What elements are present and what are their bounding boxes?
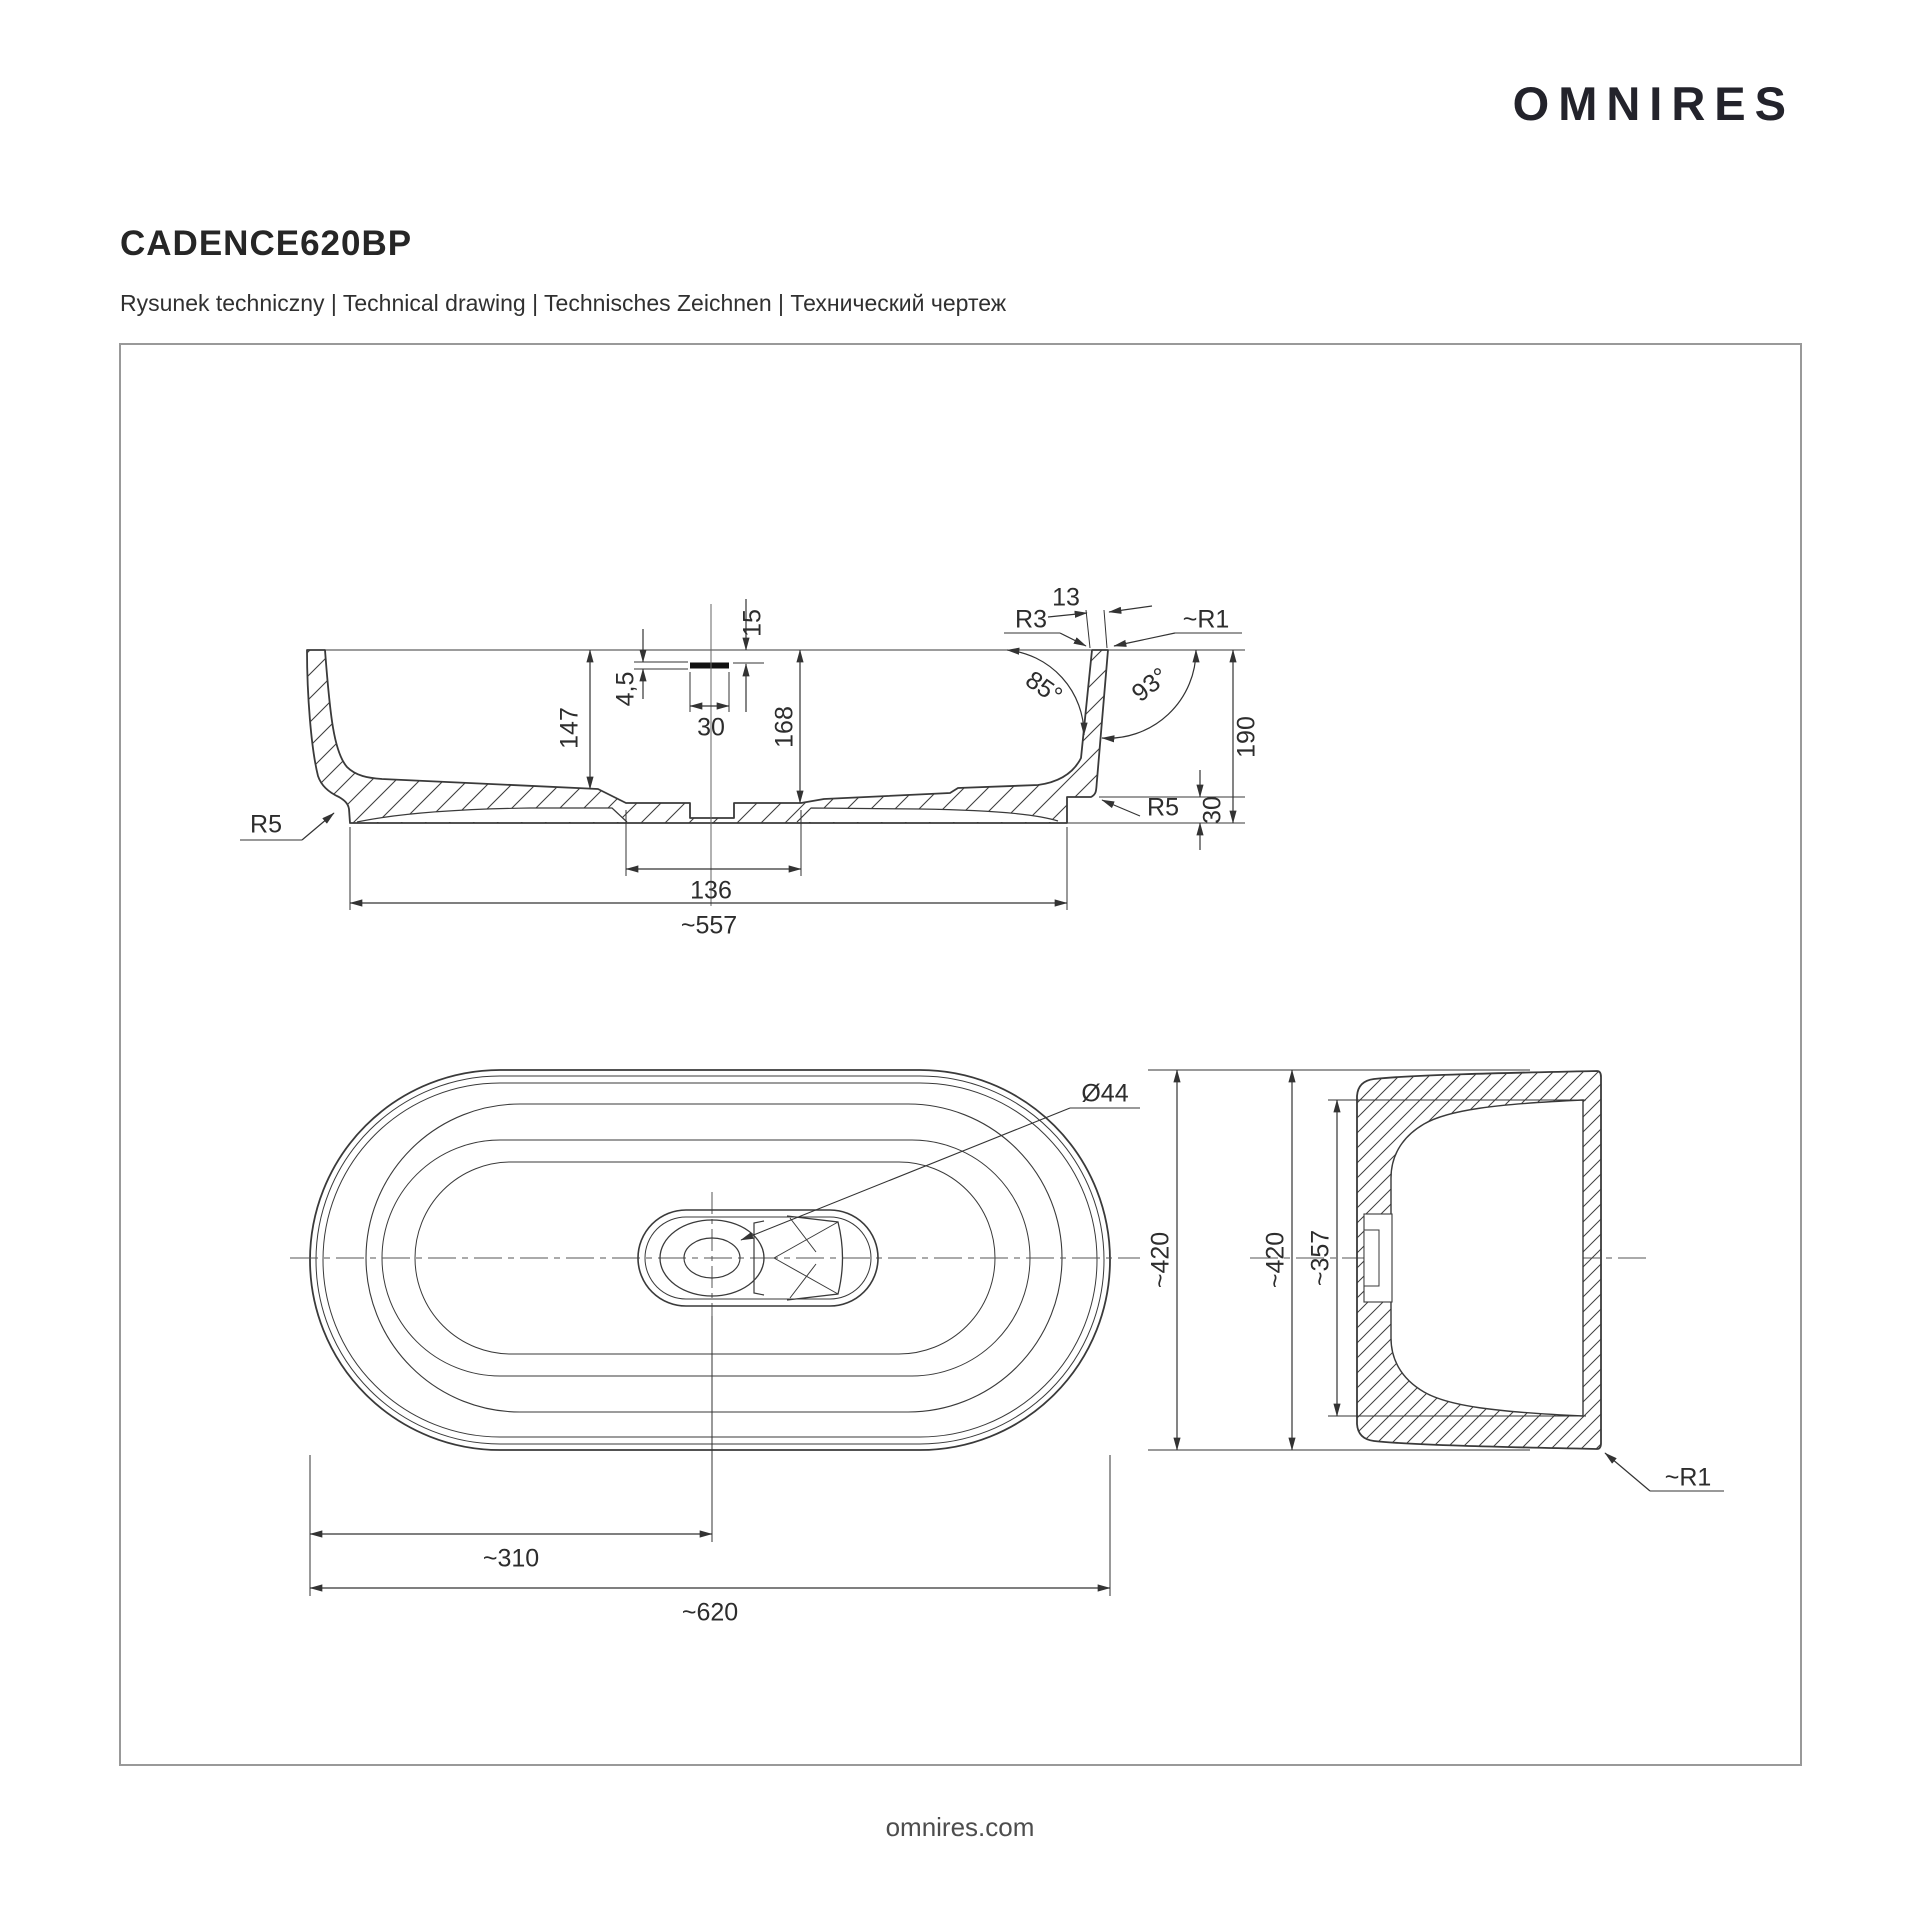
overflow-slot [690,663,729,669]
dim-label-radius-foot-left: R5 [250,810,282,839]
end-r1-leader [1605,1453,1650,1491]
dim-label-angle-left: 85° [1020,665,1068,711]
dim-13-ext-left [1086,610,1090,648]
page-title: CADENCE620BP [120,224,413,263]
dim-label-base-width: ~557 [680,911,738,940]
end-view [1250,1070,1724,1492]
end-drain-recess-inner [1364,1230,1379,1286]
dim-13-ext-right [1104,610,1107,648]
dim-label-drain-offset: ~310 [482,1544,540,1573]
dim-13-arrow-left [1048,613,1087,617]
dim-label-overflow-depth: 15 [738,609,767,637]
dim-label-overflow-height: 4,5 [611,671,640,707]
r3-leader [1060,633,1086,646]
dim-label-overflow-width: 30 [697,713,725,742]
dim-label-end-width: ~420 [1261,1231,1290,1289]
dim-label-radius-base: ~R1 [1664,1463,1712,1492]
r1-leader [1114,633,1175,646]
dim-label-length-overall: ~620 [681,1598,739,1627]
dim-label-depth-center: 168 [770,706,799,748]
dim-label-angle-right: 93° [1126,662,1174,708]
page-subtitle: Rysunek techniczny | Technical drawing | Technisches Zeichnen | Технический чертеж [120,290,1007,316]
dim-label-bowl-inner-width: ~357 [1306,1229,1335,1287]
end-bowl-cavity [1391,1100,1583,1416]
footer-website: omnires.com [885,1812,1035,1842]
plan-rim-oval-3 [323,1083,1097,1437]
dim-label-radius-foot-right: R5 [1147,793,1179,822]
dim-label-radius-rim-outer: ~R1 [1182,605,1230,634]
plan-view [290,1070,1530,1627]
r5-left-leader [302,813,334,840]
dim-label-wall-thickness: 13 [1052,583,1080,612]
dim-label-drain-diameter: Ø44 [1081,1079,1129,1108]
section-view [240,584,1261,940]
brand-logo: OMNIRES [1512,77,1795,130]
dim-label-height-total: 190 [1232,716,1261,758]
dim-label-drain-boss-width: 136 [690,876,732,905]
plan-rim-oval-2 [316,1076,1104,1444]
dim-label-foot-height: 30 [1198,796,1227,824]
dim-label-plan-width: ~420 [1146,1231,1175,1289]
dia44-leader [741,1108,1070,1240]
dim-label-radius-rim-inner: R3 [1015,605,1047,634]
dim-13-arrow-right [1109,606,1152,612]
dim-label-depth-left: 147 [555,707,584,749]
r5-right-leader [1102,800,1140,816]
